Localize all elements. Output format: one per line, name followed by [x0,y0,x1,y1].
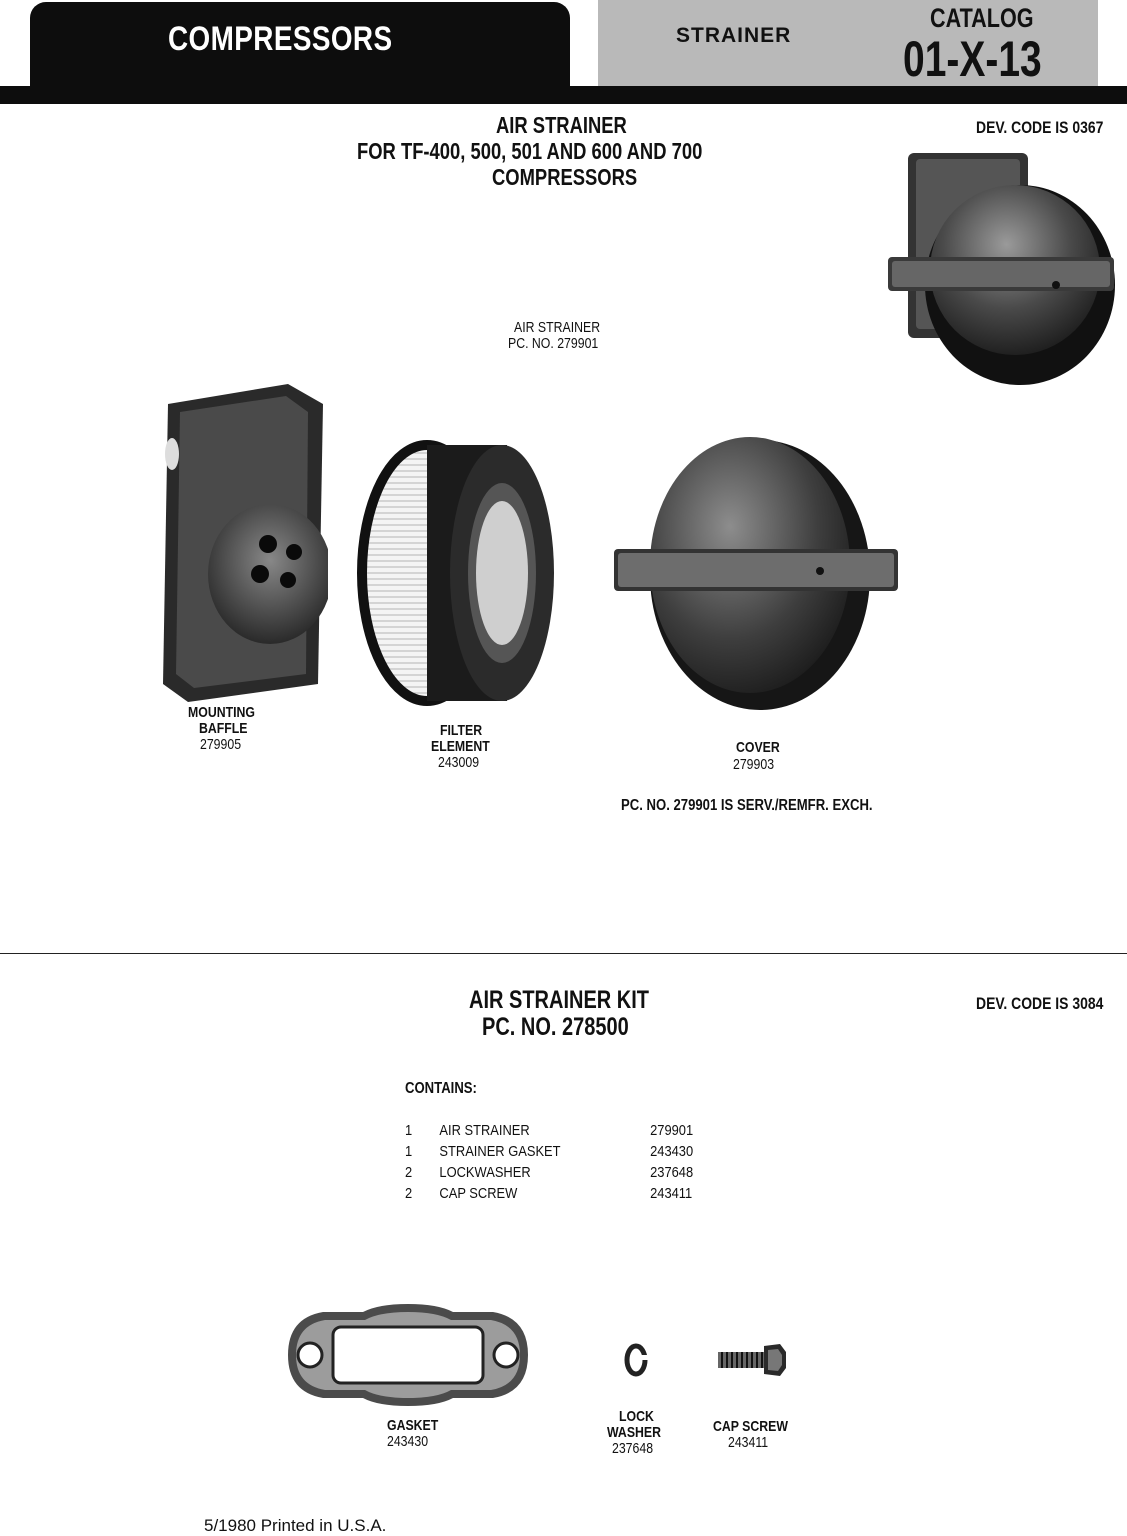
assembly-label-line-1: AIR STRAINER [514,319,601,336]
part-label-filter-line-2: ELEMENT [431,738,490,755]
kit-item-qty: 2 [405,1185,413,1202]
filter-element-image [352,438,557,708]
header-title: COMPRESSORS [168,20,393,58]
kit-item-row [405,1143,693,1160]
kit-item-row [405,1185,692,1202]
kit-part-label-washer-line-1: LOCK [619,1408,654,1425]
kit-part-label-screw: CAP SCREW [713,1418,788,1435]
kit-pc-number: PC. NO. 278500 [482,1013,629,1041]
part-number-baffle: 279905 [200,736,242,753]
kit-part-number-washer: 237648 [612,1440,654,1457]
kit-item-number: 243411 [650,1185,693,1202]
catalog-number: 01-X-13 [903,31,1042,87]
kit-item-name: CAP SCREW [439,1185,518,1202]
section-title-line-3: COMPRESSORS [492,164,638,190]
kit-part-number-screw: 243411 [728,1434,769,1451]
part-label-baffle-line-1: MOUNTING [188,704,255,721]
part-label-cover: COVER [736,739,780,756]
section-title-line-2: FOR TF-400, 500, 501 AND 600 AND 700 [357,138,703,164]
kit-item-name: AIR STRAINER [439,1122,530,1139]
part-number-cover: 279903 [733,756,775,773]
catalog-label: CATALOG [930,3,1034,33]
cap-screw-image [716,1342,788,1378]
kit-item-row [405,1164,693,1181]
assembly-label-line-2: PC. NO. 279901 [508,335,599,352]
kit-part-number-gasket: 243430 [387,1433,429,1450]
kit-item-name: STRAINER GASKET [439,1143,561,1160]
contains-label: CONTAINS: [405,1080,477,1097]
kit-item-row [405,1122,693,1139]
header-bar [0,86,1127,104]
exchange-note: PC. NO. 279901 IS SERV./REMFR. EXCH. [621,797,873,814]
print-footer: 5/1980 Printed in U.S.A. [204,1516,387,1535]
kit-part-label-gasket: GASKET [387,1417,439,1434]
gasket-image [283,1300,533,1410]
cover-image [610,425,902,715]
section-title-line-1: AIR STRAINER [496,112,627,138]
part-number-filter: 243009 [438,754,480,771]
header-section: STRAINER [676,24,792,47]
kit-item-qty: 1 [405,1143,413,1160]
kit-item-number: 243430 [650,1143,694,1160]
section-divider [0,953,1127,954]
air-strainer-assembly-image [880,145,1120,390]
kit-item-number: 279901 [650,1122,694,1139]
lock-washer-image [624,1343,648,1377]
kit-title: AIR STRAINER KIT [469,986,649,1014]
part-label-filter-line-1: FILTER [440,722,483,739]
kit-item-name: LOCKWASHER [439,1164,531,1181]
kit-item-qty: 2 [405,1164,413,1181]
mounting-baffle-image [158,384,328,704]
kit-item-number: 237648 [650,1164,694,1181]
kit-item-qty: 1 [405,1122,413,1139]
dev-code-top: DEV. CODE IS 0367 [976,118,1104,137]
page-header [0,0,1127,108]
part-label-baffle-line-2: BAFFLE [199,720,248,737]
kit-part-label-washer-line-2: WASHER [607,1424,661,1441]
dev-code-kit: DEV. CODE IS 3084 [976,994,1104,1013]
